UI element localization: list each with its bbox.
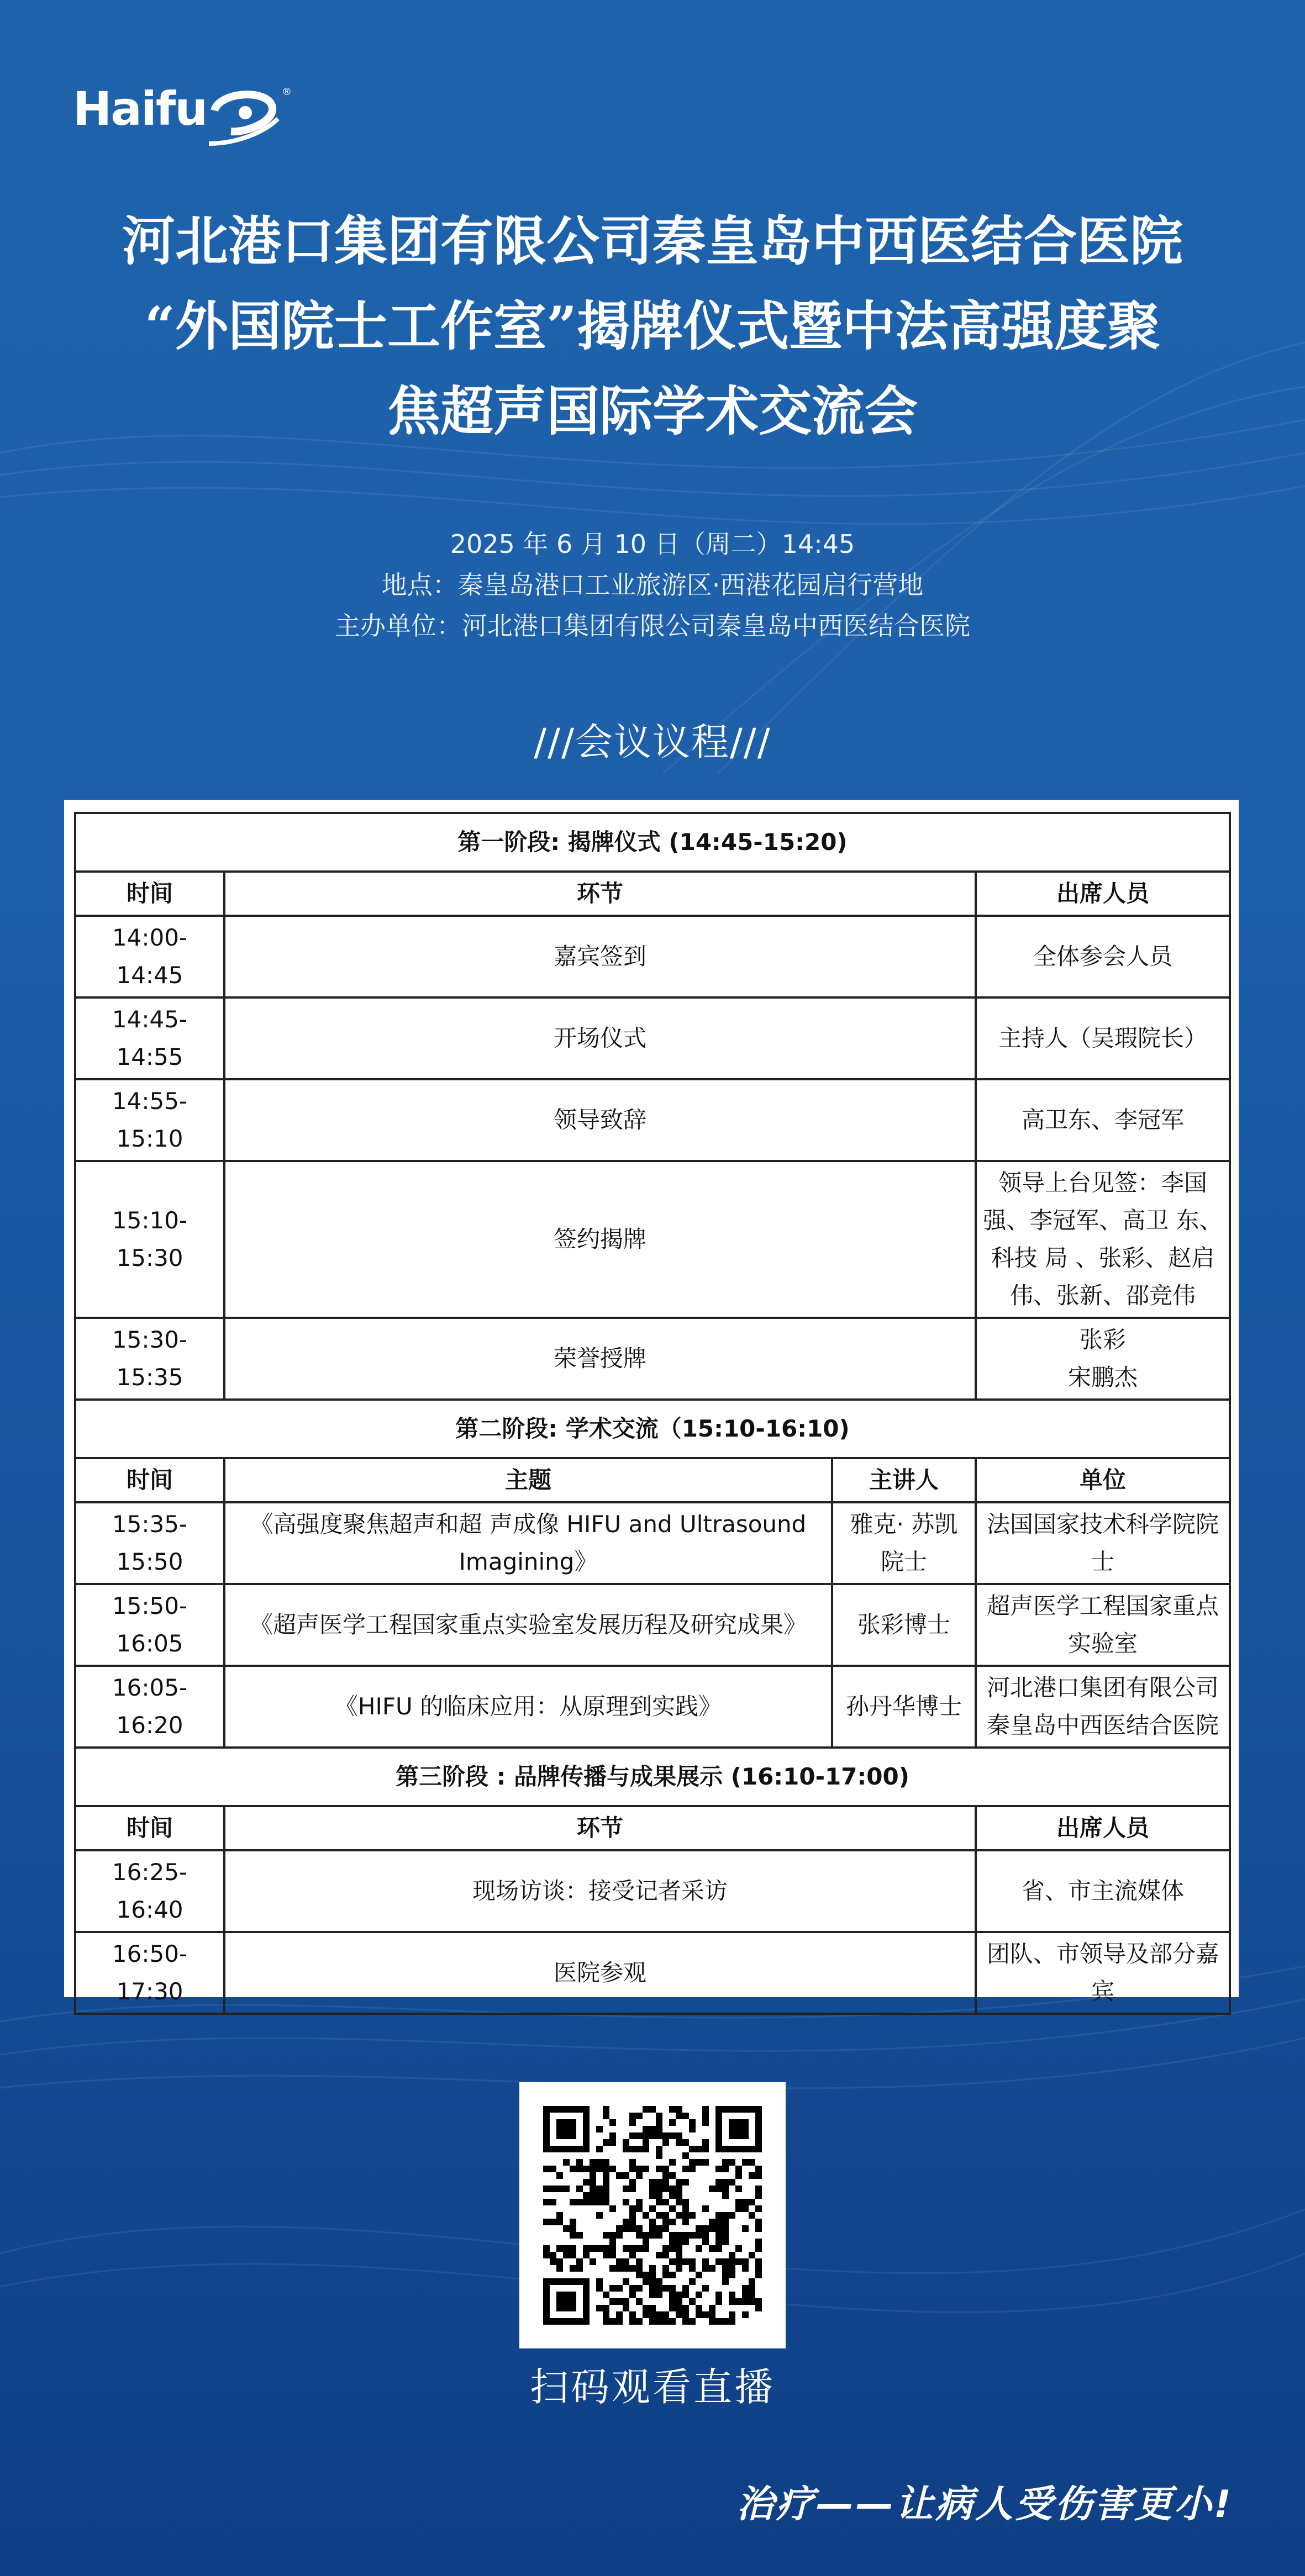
cell-time: 14:45-14:55 [75, 997, 224, 1079]
stage-2-title: 第二阶段: 学术交流（15:10-16:10) [75, 1400, 1230, 1458]
title-line-3: 焦超声国际学术交流会 [387, 380, 918, 442]
stage-3-title: 第三阶段 : 品牌传播与成果展示 (16:10-17:00) [75, 1748, 1230, 1806]
cell-people: 团队、市领导及部分嘉宾 [976, 1932, 1230, 2014]
stage-1-title-row [75, 813, 1230, 872]
cell-topic: 《HIFU 的临床应用：从原理到实践》 [224, 1666, 832, 1748]
stage-2-header-row [75, 1458, 1230, 1502]
cell-time: 15:10-15:30 [75, 1161, 224, 1318]
table-row [75, 1079, 1230, 1161]
registered-mark: ® [282, 86, 292, 98]
table-row [75, 1932, 1230, 2014]
header-people: 出席人员 [976, 872, 1230, 916]
table-row [75, 1584, 1230, 1666]
header-time: 时间 [75, 1458, 224, 1502]
table-row [75, 997, 1230, 1079]
cell-item: 签约揭牌 [224, 1161, 976, 1318]
stage-3-title-row [75, 1748, 1230, 1806]
cell-people-line: 宋鹏杰 [1067, 1364, 1138, 1391]
cell-people-line: 张彩 [1079, 1326, 1126, 1353]
event-info [0, 524, 1305, 646]
logo-wordmark: Haifu [73, 82, 207, 136]
cell-people: 省、市主流媒体 [976, 1850, 1230, 1932]
cell-people: 领导上台见签：李国强、李冠军、高卫 东、科技 局 、张彩、赵启伟、张新、邵竞伟 [976, 1161, 1230, 1318]
event-location: 地点：秦皇岛港口工业旅游区·西港花园启行营地 [381, 570, 924, 600]
header-item: 环节 [224, 872, 976, 916]
cell-people [976, 1318, 1230, 1400]
cell-unit: 法国国家技术科学院院士 [976, 1502, 1230, 1584]
header-item: 环节 [224, 1806, 976, 1850]
table-row [75, 1850, 1230, 1932]
cell-time: 14:55-15:10 [75, 1079, 224, 1161]
cell-speaker: 孙丹华博士 [832, 1666, 976, 1748]
slogan: 治疗——让病人受伤害更小! [736, 2483, 1233, 2526]
cell-speaker: 张彩博士 [832, 1584, 976, 1666]
header-speaker: 主讲人 [832, 1458, 976, 1502]
cell-item: 嘉宾签到 [224, 916, 976, 997]
title-line-1: 河北港口集团有限公司秦皇岛中西医结合医院 [122, 210, 1183, 272]
cell-time: 15:30-15:35 [75, 1318, 224, 1400]
page-title [0, 199, 1305, 454]
stage-3-header-row [75, 1806, 1230, 1850]
agenda-heading: ///会议议程/// [534, 721, 771, 764]
event-organizer: 主办单位：河北港口集团有限公司秦皇岛中西医结合医院 [335, 611, 970, 641]
cell-item: 荣誉授牌 [224, 1318, 976, 1400]
qr-caption: 扫码观看直播 [530, 2364, 775, 2410]
table-row [75, 1161, 1230, 1318]
cell-topic: 《高强度聚焦超声和超 声成像 HIFU and Ultrasound Imagining》 [224, 1502, 832, 1584]
agenda-panel [64, 800, 1239, 2005]
stage-2-title-row [75, 1400, 1230, 1458]
cell-speaker: 雅克· 苏凯院士 [832, 1502, 976, 1584]
cell-item: 现场访谈：接受记者采访 [224, 1850, 976, 1932]
title-line-2: “外国院士工作室”揭牌仪式暨中法高强度聚 [144, 295, 1161, 357]
logo-swoosh-icon [209, 88, 281, 149]
live-stream-qr-code[interactable] [519, 2082, 786, 2348]
header-time: 时间 [75, 1806, 224, 1850]
cell-people: 全体参会人员 [976, 916, 1230, 997]
cell-time: 15:50-16:05 [75, 1584, 224, 1666]
cell-topic: 《超声医学工程国家重点实验室发展历程及研究成果》 [224, 1584, 832, 1666]
stage-1-header-row [75, 872, 1230, 916]
cell-unit: 超声医学工程国家重点实验室 [976, 1584, 1230, 1666]
cell-time: 16:25-16:40 [75, 1850, 224, 1932]
header-topic: 主题 [224, 1458, 832, 1502]
qr-code-icon [519, 2082, 786, 2348]
header-time: 时间 [75, 872, 224, 916]
cell-time: 15:35-15:50 [75, 1502, 224, 1584]
table-row [75, 1318, 1230, 1400]
table-row [75, 916, 1230, 997]
cell-people: 主持人（吴瑕院长） [976, 997, 1230, 1079]
cell-people: 高卫东、李冠军 [976, 1079, 1230, 1161]
haifu-logo [73, 82, 305, 154]
table-row [75, 1502, 1230, 1584]
table-row [75, 1666, 1230, 1748]
cell-time: 14:00-14:45 [75, 916, 224, 997]
cell-time: 16:05-16:20 [75, 1666, 224, 1748]
cell-item: 医院参观 [224, 1932, 976, 2014]
event-datetime: 2025 年 6 月 10 日（周二）14:45 [450, 529, 855, 559]
cell-unit: 河北港口集团有限公司秦皇岛中西医结合医院 [976, 1666, 1230, 1748]
agenda-table [74, 812, 1231, 2015]
cell-item: 开场仪式 [224, 997, 976, 1079]
stage-1-title: 第一阶段: 揭牌仪式 (14:45-15:20) [75, 813, 1230, 872]
cell-item: 领导致辞 [224, 1079, 976, 1161]
header-people: 出席人员 [976, 1806, 1230, 1850]
cell-time: 16:50-17:30 [75, 1932, 224, 2014]
header-unit: 单位 [976, 1458, 1230, 1502]
